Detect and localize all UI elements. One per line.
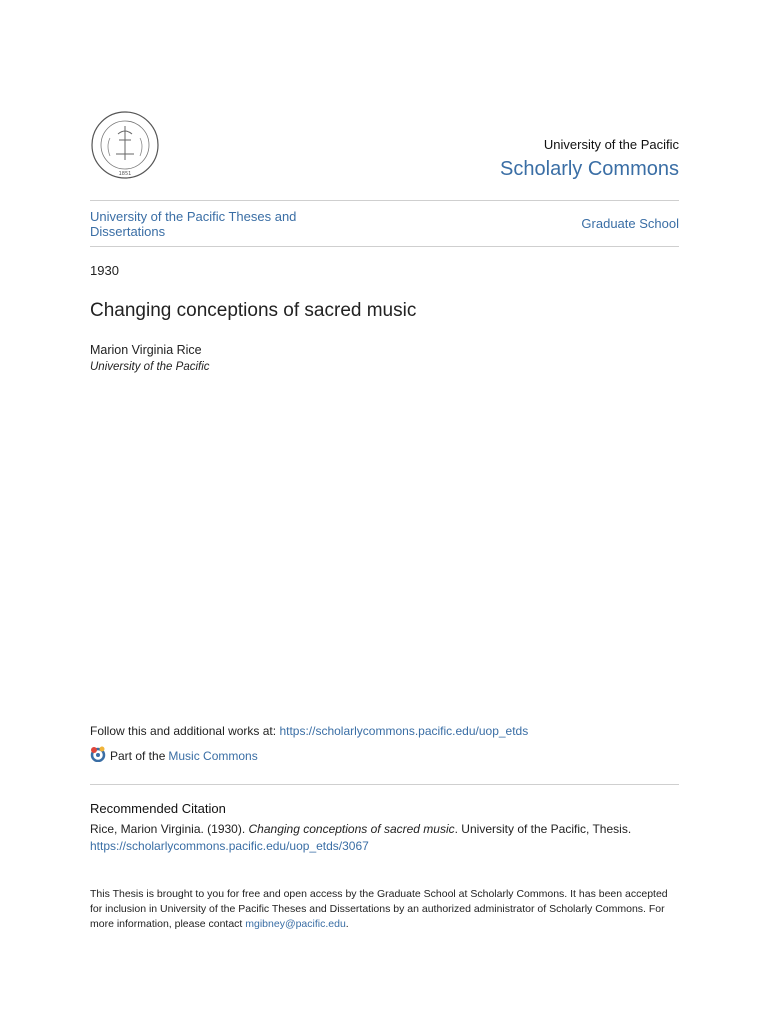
- divider-breadcrumb: [90, 246, 679, 247]
- notice-suffix: .: [345, 918, 349, 930]
- publication-year: 1930: [90, 263, 119, 278]
- institution-name: University of the Pacific: [543, 137, 679, 152]
- citation-publisher: . University of the Pacific, Thesis.: [454, 822, 632, 836]
- author-name: Marion Virginia Rice: [90, 343, 202, 357]
- follow-prefix: Follow this and additional works at:: [90, 724, 280, 738]
- author-affiliation: University of the Pacific: [90, 361, 210, 373]
- university-seal-logo: [90, 110, 160, 180]
- access-notice: [90, 887, 680, 932]
- citation-heading: Recommended Citation: [90, 801, 226, 816]
- seal-year: 1851: [118, 171, 132, 177]
- follow-url-link[interactable]: https://scholarlycommons.pacific.edu/uop_etds: [279, 724, 529, 738]
- divider-citation: [90, 784, 679, 785]
- follow-line: [90, 724, 528, 738]
- music-commons-link[interactable]: Music Commons: [168, 748, 258, 763]
- school-link[interactable]: Graduate School: [581, 216, 679, 231]
- citation-url-link[interactable]: https://scholarlycommons.pacific.edu/uop_etds/3067: [90, 839, 369, 853]
- contact-email-link[interactable]: mgibney@pacific.edu: [245, 918, 346, 930]
- part-of-line: [90, 746, 258, 765]
- part-of-prefix: Part of the: [110, 748, 166, 763]
- citation-authors: Rice, Marion Virginia. (1930).: [90, 822, 249, 836]
- citation-title: Changing conceptions of sacred music: [248, 822, 455, 836]
- notice-text: This Thesis is brought to you for free and open access by the Graduate School at Scholarly Commons. It has been accepted for inclusion in University of the Pacific Theses and Dissertations by an authorized administrator of Scholarly Commons. For more information, please contact: [90, 888, 668, 930]
- citation-body: [90, 821, 680, 855]
- divider-top: [90, 200, 679, 201]
- document-title: Changing conceptions of sacred music: [90, 300, 417, 321]
- network-commons-icon: [90, 746, 107, 765]
- collection-link[interactable]: University of the Pacific Theses and Dissertations: [90, 209, 297, 239]
- repository-link[interactable]: Scholarly Commons: [500, 158, 679, 180]
